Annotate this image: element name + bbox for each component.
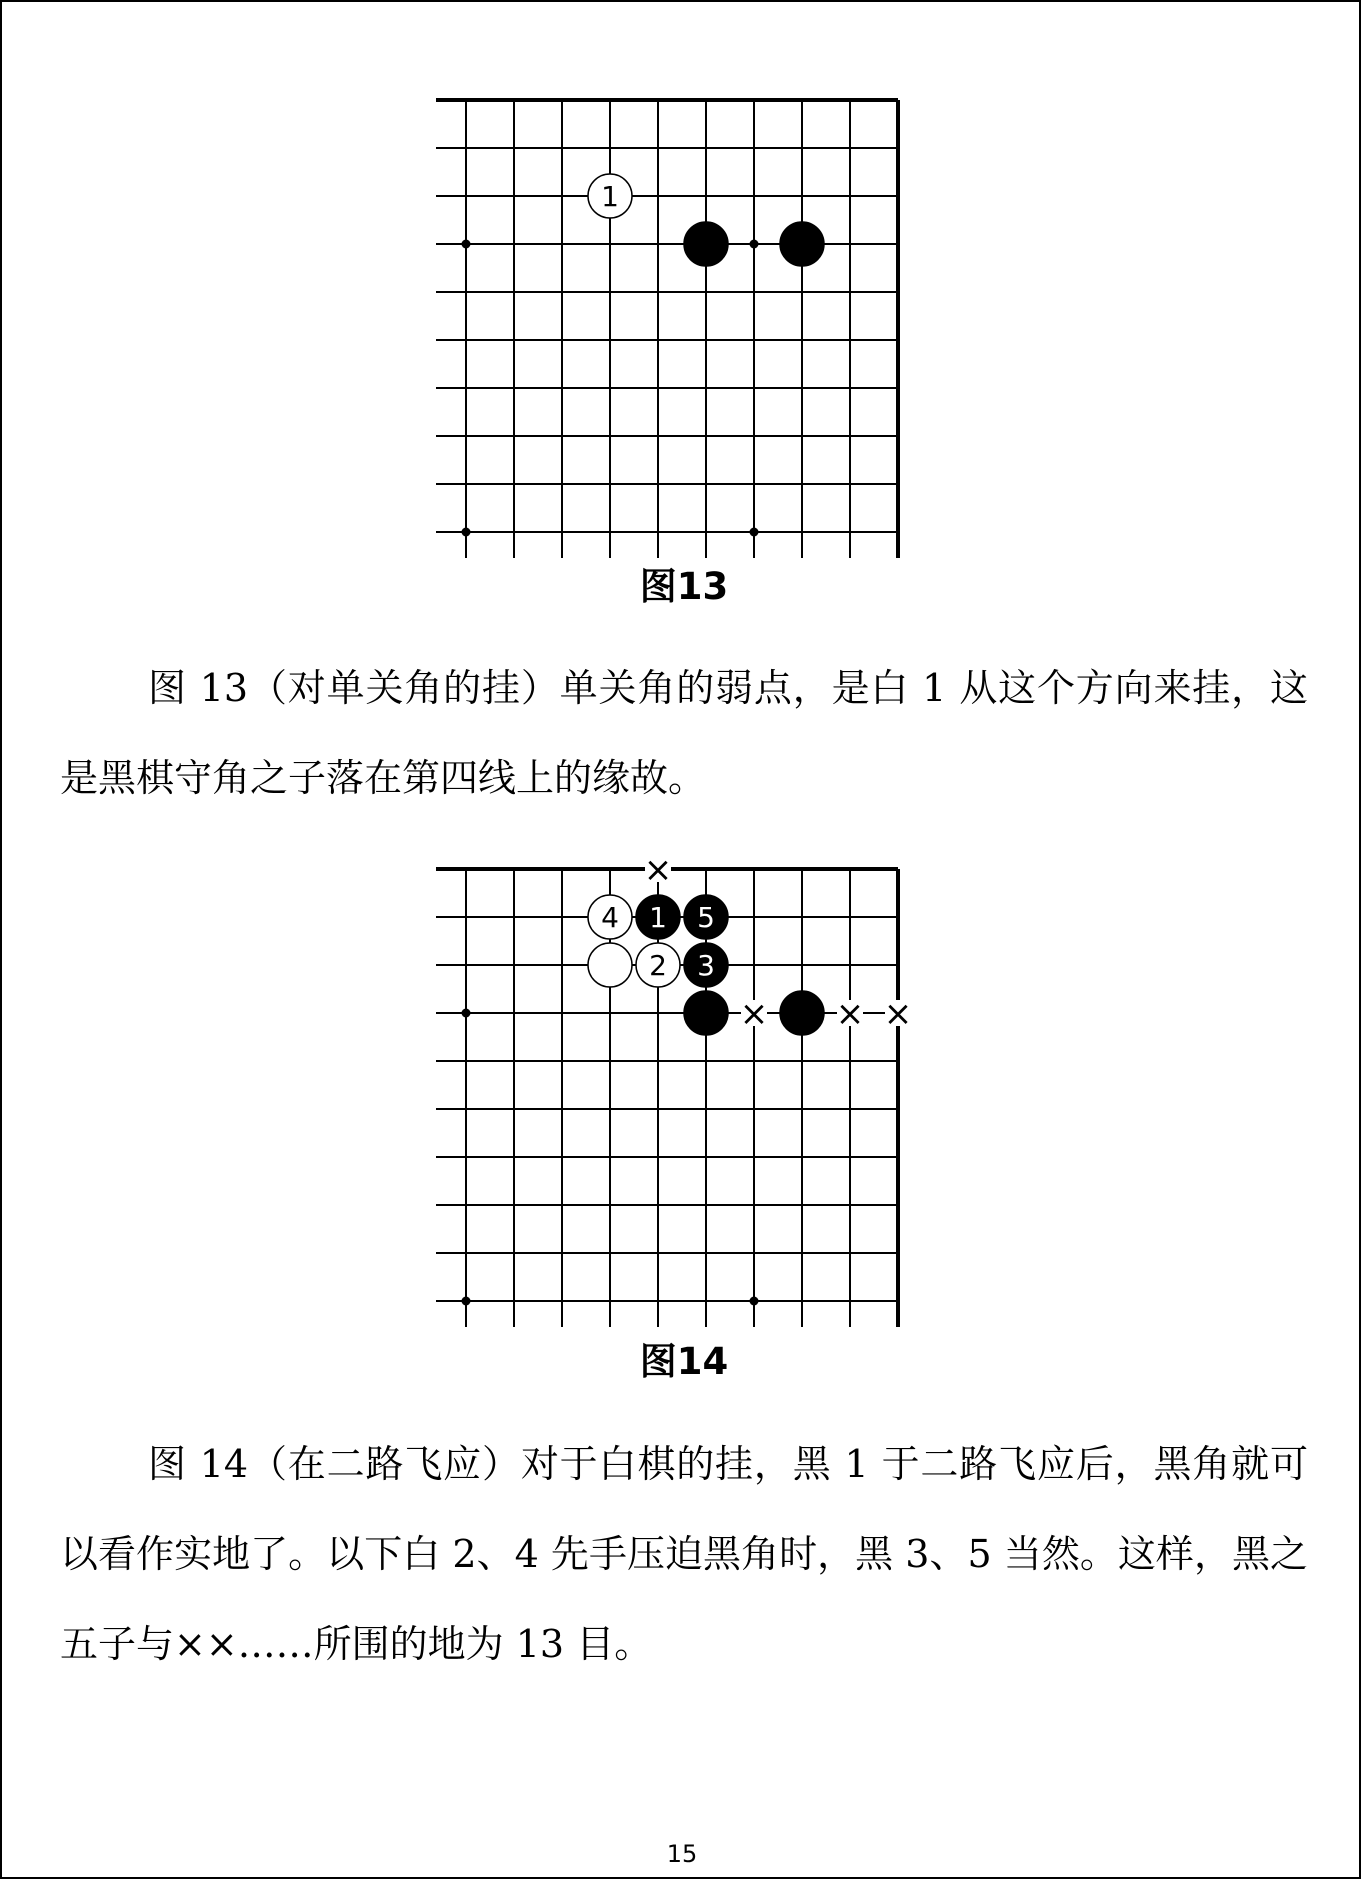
star-point <box>462 240 471 249</box>
star-point <box>750 528 759 537</box>
white-stone-disc <box>588 943 632 987</box>
move-number: 3 <box>697 949 715 982</box>
white-stone <box>588 895 632 939</box>
go-board-figure-13 <box>436 90 916 566</box>
figure-13-caption: 图13 <box>639 565 729 608</box>
figure-14-caption: 图14 <box>639 1340 729 1383</box>
star-point <box>462 528 471 537</box>
black-stone <box>780 222 824 266</box>
move-number: 1 <box>601 180 619 213</box>
territory-mark: × <box>739 994 769 1034</box>
move-number: 4 <box>601 901 619 934</box>
black-stone <box>684 943 728 987</box>
go-board-figure-14 <box>436 859 916 1335</box>
territory-mark: × <box>883 994 913 1034</box>
white-stone <box>636 943 680 987</box>
black-stone <box>684 222 728 266</box>
territory-mark: × <box>643 859 673 890</box>
black-stone-disc <box>780 222 824 266</box>
star-point <box>462 1009 471 1018</box>
black-stone-disc <box>684 991 728 1035</box>
figure-13-description: 图 13（对单关角的挂）单关角的弱点，是白 1 从这个方向来挂，这是黑棋守角之子落在第四线上的缘故。 <box>60 666 1308 800</box>
black-stone <box>684 895 728 939</box>
move-number: 5 <box>697 901 715 934</box>
black-stone <box>684 991 728 1035</box>
black-stone <box>636 895 680 939</box>
move-number: 1 <box>649 901 667 934</box>
white-stone <box>588 174 632 218</box>
figure-14-description: 图 14（在二路飞应）对于白棋的挂，黑 1 于二路飞应后，黑角就可以看作实地了。以下白 2、4 先手压迫黑角时，黑 3、5 当然。这样，黑之五子与××……所围的地为 13 目。 <box>60 1442 1308 1666</box>
territory-mark: × <box>835 994 865 1034</box>
star-point <box>462 1297 471 1306</box>
black-stone <box>780 991 824 1035</box>
star-point <box>750 1297 759 1306</box>
black-stone-disc <box>684 222 728 266</box>
move-number: 2 <box>649 949 667 982</box>
star-point <box>750 240 759 249</box>
page-number: 15 <box>666 1840 698 1868</box>
white-stone <box>588 943 632 987</box>
black-stone-disc <box>780 991 824 1035</box>
